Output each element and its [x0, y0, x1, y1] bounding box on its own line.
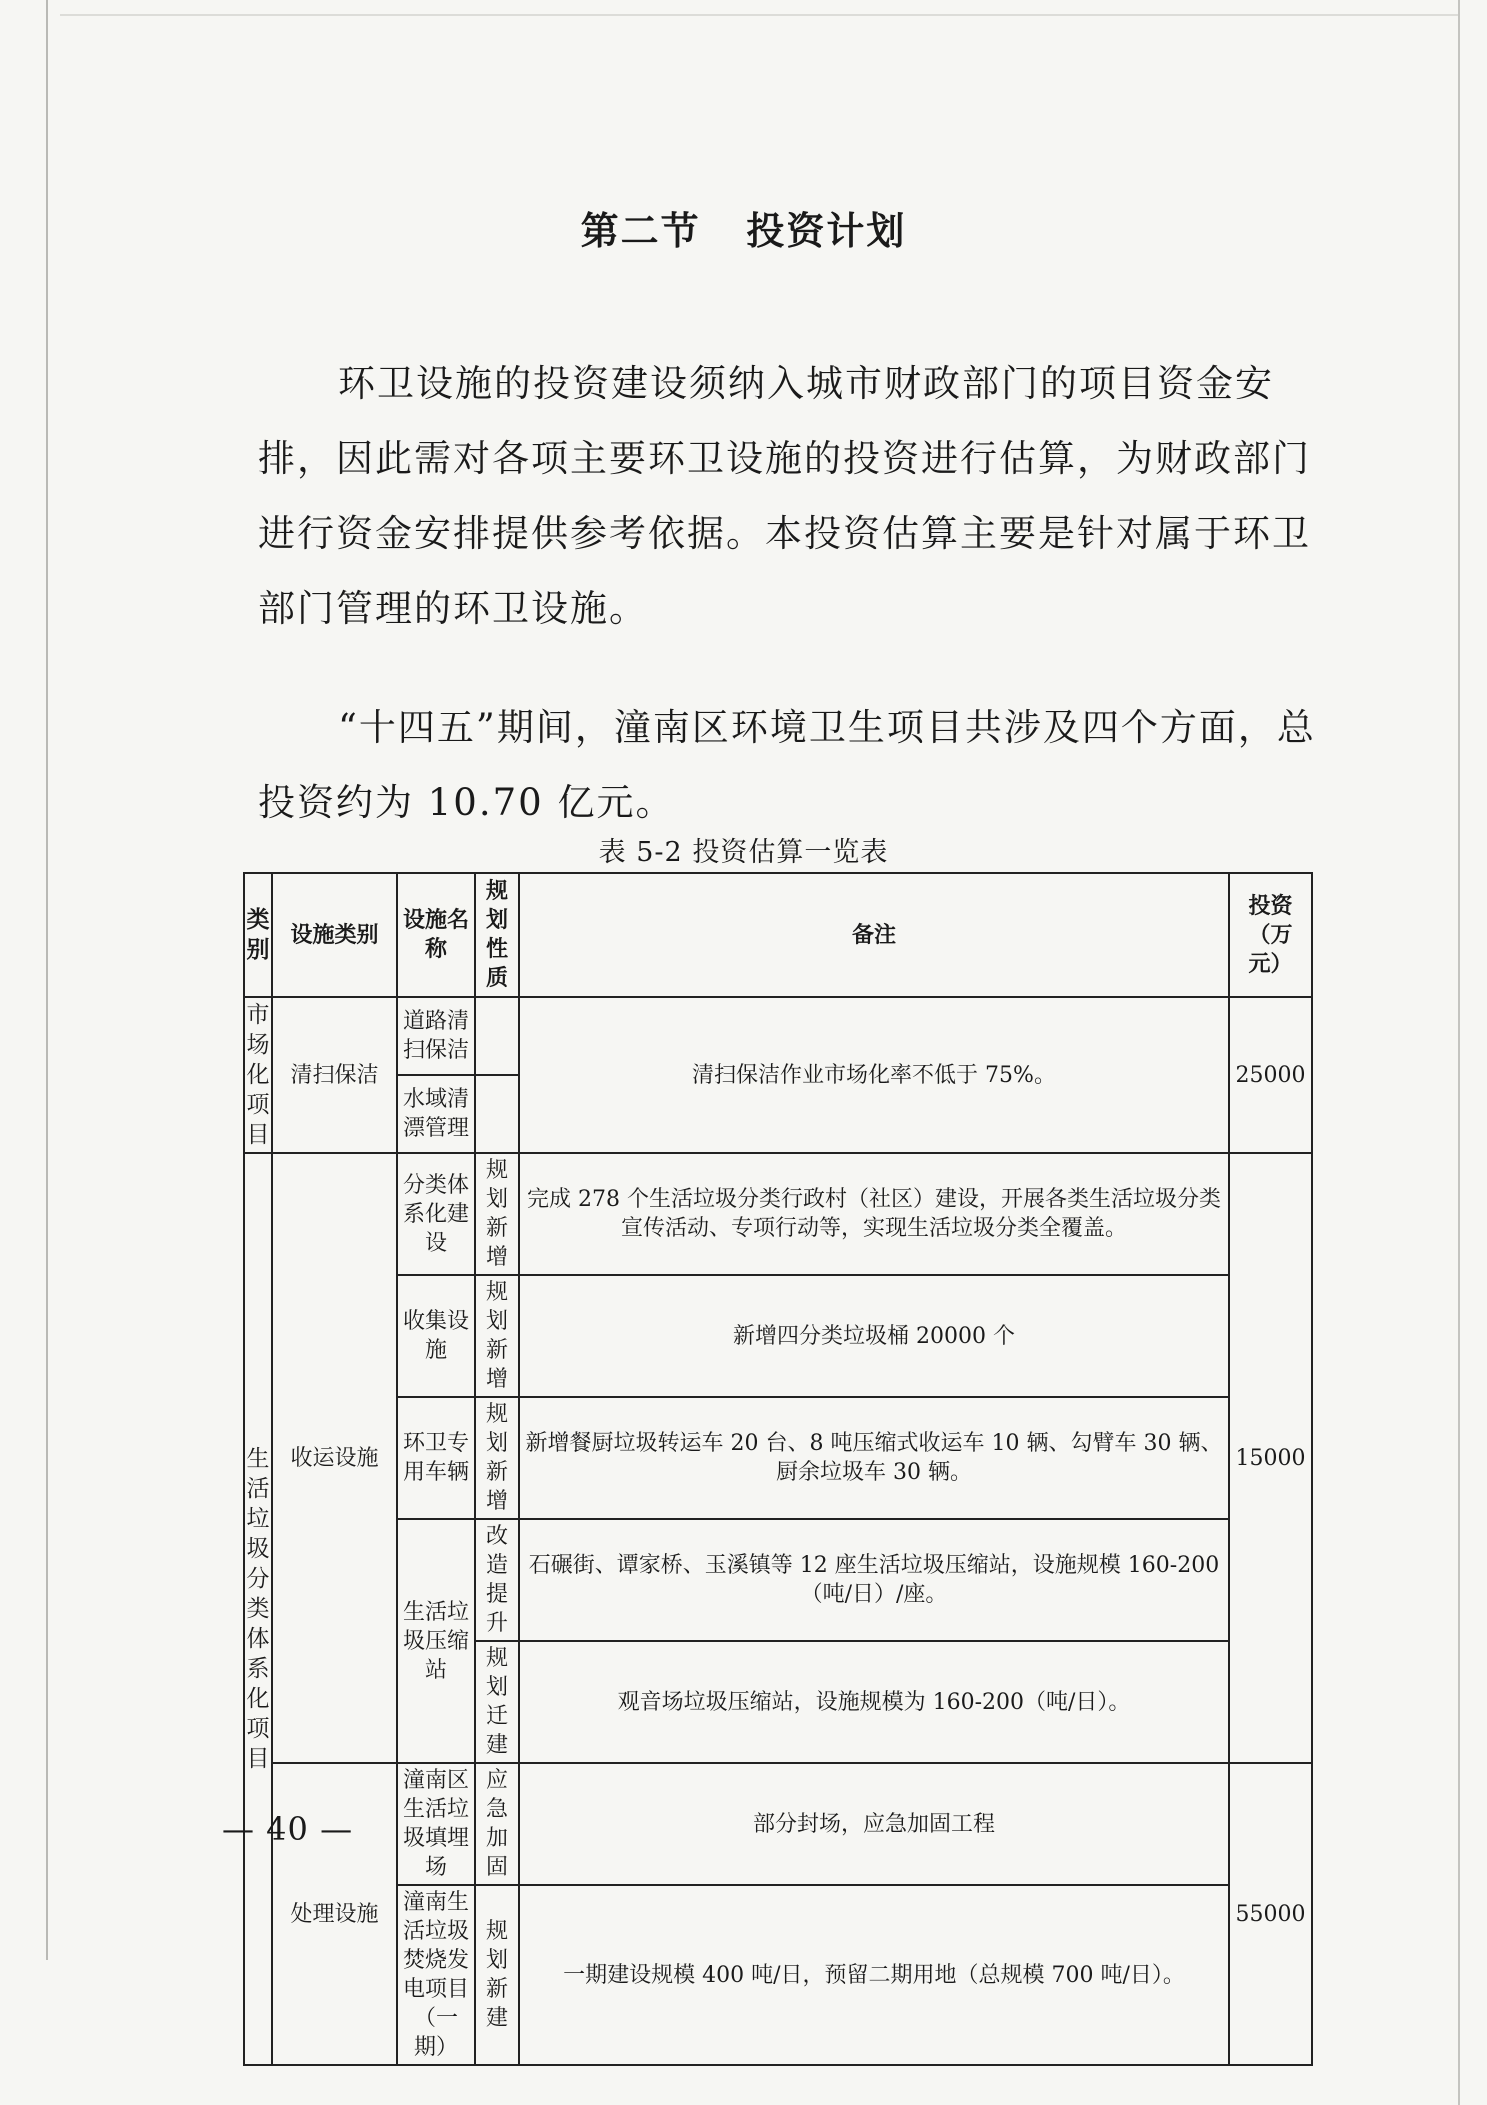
scan-edge-top [60, 14, 1460, 16]
header-facility-name: 设施名称 [397, 873, 475, 997]
table-row [244, 1519, 1312, 1641]
facility-name-cell: 水域清漂管理 [397, 1075, 475, 1153]
header-investment: 投资（万元） [1229, 873, 1312, 997]
remark-cell: 石碾街、谭家桥、玉溪镇等 12 座生活垃圾压缩站，设施规模 160-200（吨/日）/座。 [519, 1519, 1229, 1641]
remark-cell: 完成 278 个生活垃圾分类行政村（社区）建设，开展各类生活垃圾分类宣传活动、专项行动等，实现生活垃圾分类全覆盖。 [519, 1153, 1229, 1275]
table-row [244, 1885, 1312, 2065]
table-row [244, 1397, 1312, 1519]
table-row [244, 1153, 1312, 1275]
facility-name-cell: 潼南生活垃圾焚烧发电项目（一期） [397, 1885, 475, 2065]
remark-cell: 一期建设规模 400 吨/日，预留二期用地（总规模 700 吨/日）。 [519, 1885, 1229, 2065]
remark-cell: 部分封场，应急加固工程 [519, 1763, 1229, 1885]
nature-cell [475, 997, 519, 1075]
page-number: — 40 — [222, 1810, 354, 1848]
nature-cell: 规划新建 [475, 1885, 519, 2065]
scan-edge-right [1458, 0, 1460, 2105]
header-facility-type: 设施类别 [272, 873, 397, 997]
section-title: 第二节 投资计划 [580, 209, 907, 253]
scan-edge-left [46, 0, 48, 1960]
facility-name-cell: 环卫专用车辆 [397, 1397, 475, 1519]
nature-cell: 规划新增 [475, 1153, 519, 1275]
table-row [244, 1763, 1312, 1885]
table-row [244, 1275, 1312, 1397]
nature-cell: 规划迁建 [475, 1641, 519, 1763]
facility-name-cell: 生活垃圾压缩站 [397, 1519, 475, 1763]
paragraph-1: 环卫设施的投资建设须纳入城市财政部门的项目资金安排，因此需对各项主要环卫设施的投资进行估算，为财政部门进行资金安排提供参考依据。本投资估算主要是针对属于环卫部门管理的环卫设施。 [258, 362, 1311, 630]
table-row [244, 997, 1312, 1075]
category-cell: 生活垃圾分类体系化项目 [244, 1153, 272, 2065]
facility-type-cell: 清扫保洁 [272, 997, 397, 1153]
nature-cell: 规划新增 [475, 1397, 519, 1519]
nature-cell: 规划新增 [475, 1275, 519, 1397]
header-nature: 规划性质 [475, 873, 519, 997]
table-header-row [244, 873, 1312, 997]
facility-name-cell: 收集设施 [397, 1275, 475, 1397]
category-cell: 市场化项目 [244, 997, 272, 1153]
investment-cell: 25000 [1229, 997, 1312, 1153]
facility-name-cell: 分类体系化建设 [397, 1153, 475, 1275]
investment-cell: 15000 [1229, 1153, 1312, 1763]
facility-name-cell: 潼南区生活垃圾填埋场 [397, 1763, 475, 1885]
facility-type-cell: 收运设施 [272, 1153, 397, 1763]
remark-cell: 新增餐厨垃圾转运车 20 台、8 吨压缩式收运车 10 辆、勾臂车 30 辆、厨余垃圾车 30 辆。 [519, 1397, 1229, 1519]
investment-cell: 55000 [1229, 1763, 1312, 2065]
nature-cell: 改造提升 [475, 1519, 519, 1641]
table-caption: 表 5-2 投资估算一览表 [598, 837, 889, 868]
nature-cell [475, 1075, 519, 1153]
investment-table-wrapper [243, 872, 1313, 2066]
facility-name-cell: 道路清扫保洁 [397, 997, 475, 1075]
facility-type-cell: 处理设施 [272, 1763, 397, 2065]
header-category: 类别 [244, 873, 272, 997]
investment-table [243, 872, 1313, 2066]
paragraph-2: “十四五”期间，潼南区环境卫生项目共涉及四个方面，总投资约为 10.70 亿元。 [258, 706, 1316, 824]
remark-cell: 清扫保洁作业市场化率不低于 75%。 [519, 997, 1229, 1153]
header-remark: 备注 [519, 873, 1229, 997]
nature-cell: 应急加固 [475, 1763, 519, 1885]
remark-cell: 观音场垃圾压缩站，设施规模为 160-200（吨/日）。 [519, 1641, 1229, 1763]
remark-cell: 新增四分类垃圾桶 20000 个 [519, 1275, 1229, 1397]
